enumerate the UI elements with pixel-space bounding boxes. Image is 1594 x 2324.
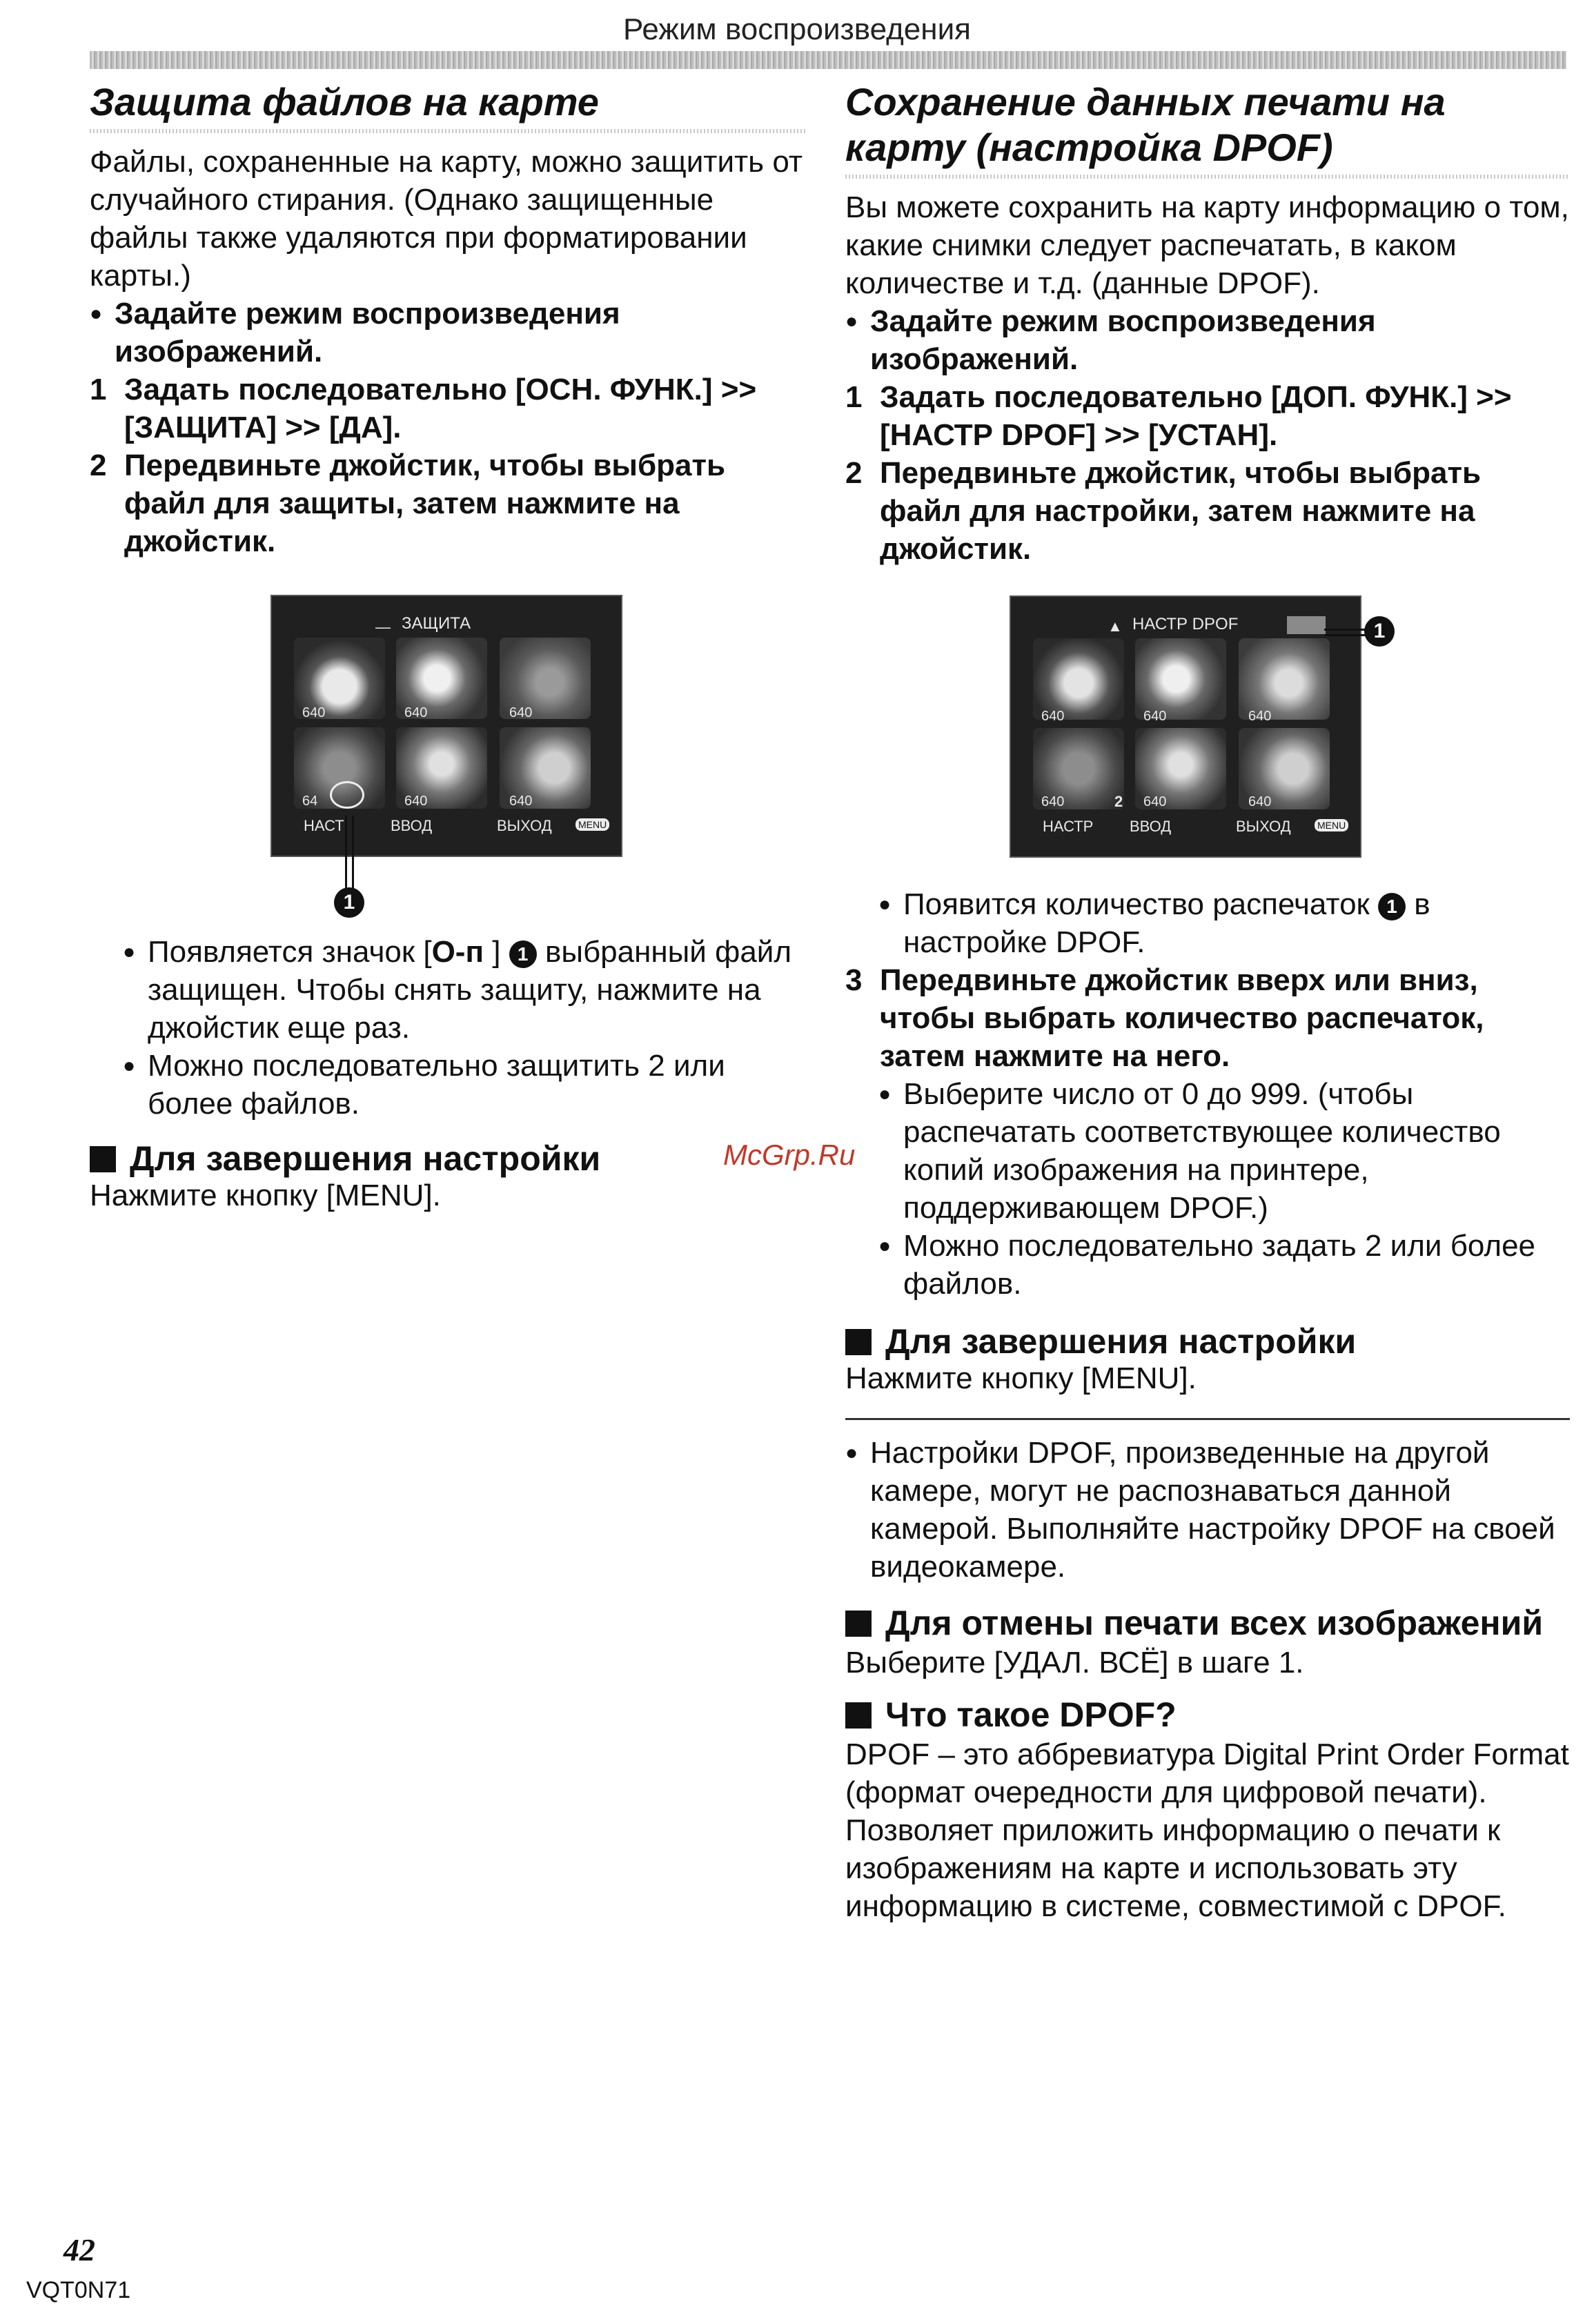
title-line: Сохранение данных печати на [845,80,1446,124]
note-text: Появится количество распечаток [903,887,1379,921]
print-count: 2 [1114,793,1123,810]
heading-text: Что такое DPOF? [885,1695,1177,1734]
size-label: 64 [302,794,318,809]
step-number: 3 [845,963,863,997]
dpof-note-multiple: ● Можно последовательно задать 2 или более файлов. [878,1227,1570,1303]
step-text: Передвиньте джойстик, чтобы выбрать файл для защиты, затем нажмите на джойстик. [124,449,726,558]
protect-step-2 [90,446,807,560]
size-label: 640 [1041,709,1065,724]
size-label: 640 [509,794,533,809]
size-label: 640 [509,705,533,720]
dpof-what-text: DPOF – это аббревиатура Digital Print Order Format (формат очередности для цифровой печати). Позволяет приложить информацию о печати к изображениям на карте и использовать эту информацию в системе, совместимой с DPOF. [845,1737,1569,1923]
note-text: выбранный файл защищен. Чтобы снять защиту, нажмите на джойстик еще раз. [148,935,792,1045]
footer-set: НАСТ [304,817,344,834]
square-marker-icon [845,1611,872,1637]
count-indicator [1287,616,1326,634]
callout-marker: 1 [1378,893,1406,920]
dpof-step-1 [845,378,1570,454]
dpof-count-note [845,885,1570,961]
size-label: 640 [1143,709,1167,724]
heading-text: Для завершения настройки [885,1322,1357,1361]
callout-leader [352,816,354,896]
callout-leader [1324,629,1366,631]
screen-title: НАСТР DPOF [1132,615,1239,633]
step-number: 1 [90,373,107,406]
watermark: McGrp.Ru [723,1139,856,1171]
dpof-other-camera-note: ● Настройки DPOF, произведенные на другой камере, могут не распознаваться данной камерой. Выполняйте настройку DPOF на своей видеокамере. [845,1434,1570,1586]
size-label: 640 [302,705,326,720]
protect-screen-figure [90,595,807,933]
dpof-step-2 [845,454,1570,568]
dpof-icon: ▲ [1108,618,1123,635]
header-rule [90,51,1566,69]
left-column [90,79,807,1214]
callout-marker: 1 [509,941,537,968]
dpof-screen-figure [845,595,1570,885]
dpof-cancel-text: Выберите [УДАЛ. ВСЁ] в шаге 1. [845,1646,1304,1680]
menu-badge: MENU [575,818,609,831]
document-code: VQT0N71 [26,2277,131,2303]
size-label: 640 [404,794,428,809]
footer-enter: ВВОД [391,817,433,834]
square-marker-icon [845,1702,872,1729]
dpof-step-3-notes [845,1075,1570,1303]
thumbnail [1239,638,1330,720]
divider [845,1418,1570,1420]
size-label: 640 [1248,794,1272,809]
step-number: 2 [90,449,107,482]
key-icon: О-п [431,935,484,969]
step-text: Передвиньте джойстик, чтобы выбрать файл для настройки, затем нажмите на джойстик. [880,456,1482,566]
callout-leader [1324,634,1366,636]
callout-marker: 1 [1364,616,1395,647]
dpof-mode-bullet: ● Задайте режим воспроизведения изображений. [845,302,1570,378]
step-number: 1 [845,380,863,414]
key-icon [330,781,364,809]
step-number: 2 [845,456,863,490]
title-line: карту (настройка DPOF) [845,126,1333,169]
dpof-screen [1010,595,1361,858]
protect-finish-heading [90,1138,807,1179]
note-text: в настройке DPOF. [903,887,1430,959]
size-label: 640 [1041,794,1065,809]
square-marker-icon [90,1146,116,1172]
note-text: ] [484,935,509,969]
note-text: Появляется значок [ [148,935,432,969]
protect-note-icon [123,933,807,1047]
size-label: 640 [1248,709,1272,724]
protect-note-multiple: ● Можно последовательно защитить 2 или более файлов. [123,1047,807,1123]
heading-text: Для завершения настройки [130,1139,601,1178]
protect-finish-text: Нажмите кнопку [MENU]. [90,1179,441,1212]
heading-text: Для отмены печати всех изображений [885,1604,1544,1642]
page-header-title: Режим воспроизведения [623,12,971,46]
thumbnail [1033,638,1124,720]
menu-badge: MENU [1315,819,1348,831]
step-text: Передвиньте джойстик вверх или вниз, чтобы выбрать количество распечаток, затем нажмите на него. [880,963,1484,1073]
footer-exit: ВЫХОД [1236,818,1291,835]
protect-notes [90,933,807,1123]
square-marker-icon [845,1329,872,1355]
footer-enter: ВВОД [1130,818,1172,835]
section-title-protect: Защита файлов на карте [90,79,807,133]
section-title-dpof [845,79,1570,179]
step-text: Задать последовательно [ДОП. ФУНК.] >> [НАСТР DPOF] >> [УСТАН]. [880,380,1512,452]
footer-set: НАСТР [1043,818,1094,835]
page-number: 42 [63,2232,95,2267]
dpof-finish-heading [845,1321,1570,1362]
dpof-intro: Вы можете сохранить на карту информацию о том, какие снимки следует распечатать, в каком количестве и т.д. (данные DPOF). [845,190,1569,300]
dpof-cancel-heading [845,1602,1570,1644]
protect-mode-bullet: ● Задайте режим воспроизведения изображений. [90,295,807,371]
protect-step-1 [90,371,807,446]
dpof-what-heading [845,1694,1570,1735]
size-label: 640 [1143,794,1167,809]
dpof-note-count [878,885,1570,961]
dpof-step-3 [845,961,1570,1075]
callout-leader [345,816,347,896]
size-label: 640 [404,705,428,720]
thumbnail [1135,638,1226,720]
dpof-note-range: ● Выберите число от 0 до 999. (чтобы распечатать соответствующее количество копий изображения на принтере, поддерживающем DPOF.) [878,1075,1570,1227]
callout-marker: 1 [334,887,364,918]
lock-icon: — [375,618,391,636]
screen-title: ЗАЩИТА [402,614,471,633]
step-text: Задать последовательно [ОСН. ФУНК.] >> [ЗАЩИТА] >> [ДА]. [124,373,757,444]
protect-screen [270,595,622,857]
protect-intro: Файлы, сохраненные на карту, можно защитить от случайного стирания. (Однако защищенные файлы также удаляются при форматировании карты.) [90,145,803,293]
right-column [845,79,1570,1925]
footer-exit: ВЫХОД [497,817,552,834]
dpof-finish-text: Нажмите кнопку [MENU]. [845,1361,1197,1395]
